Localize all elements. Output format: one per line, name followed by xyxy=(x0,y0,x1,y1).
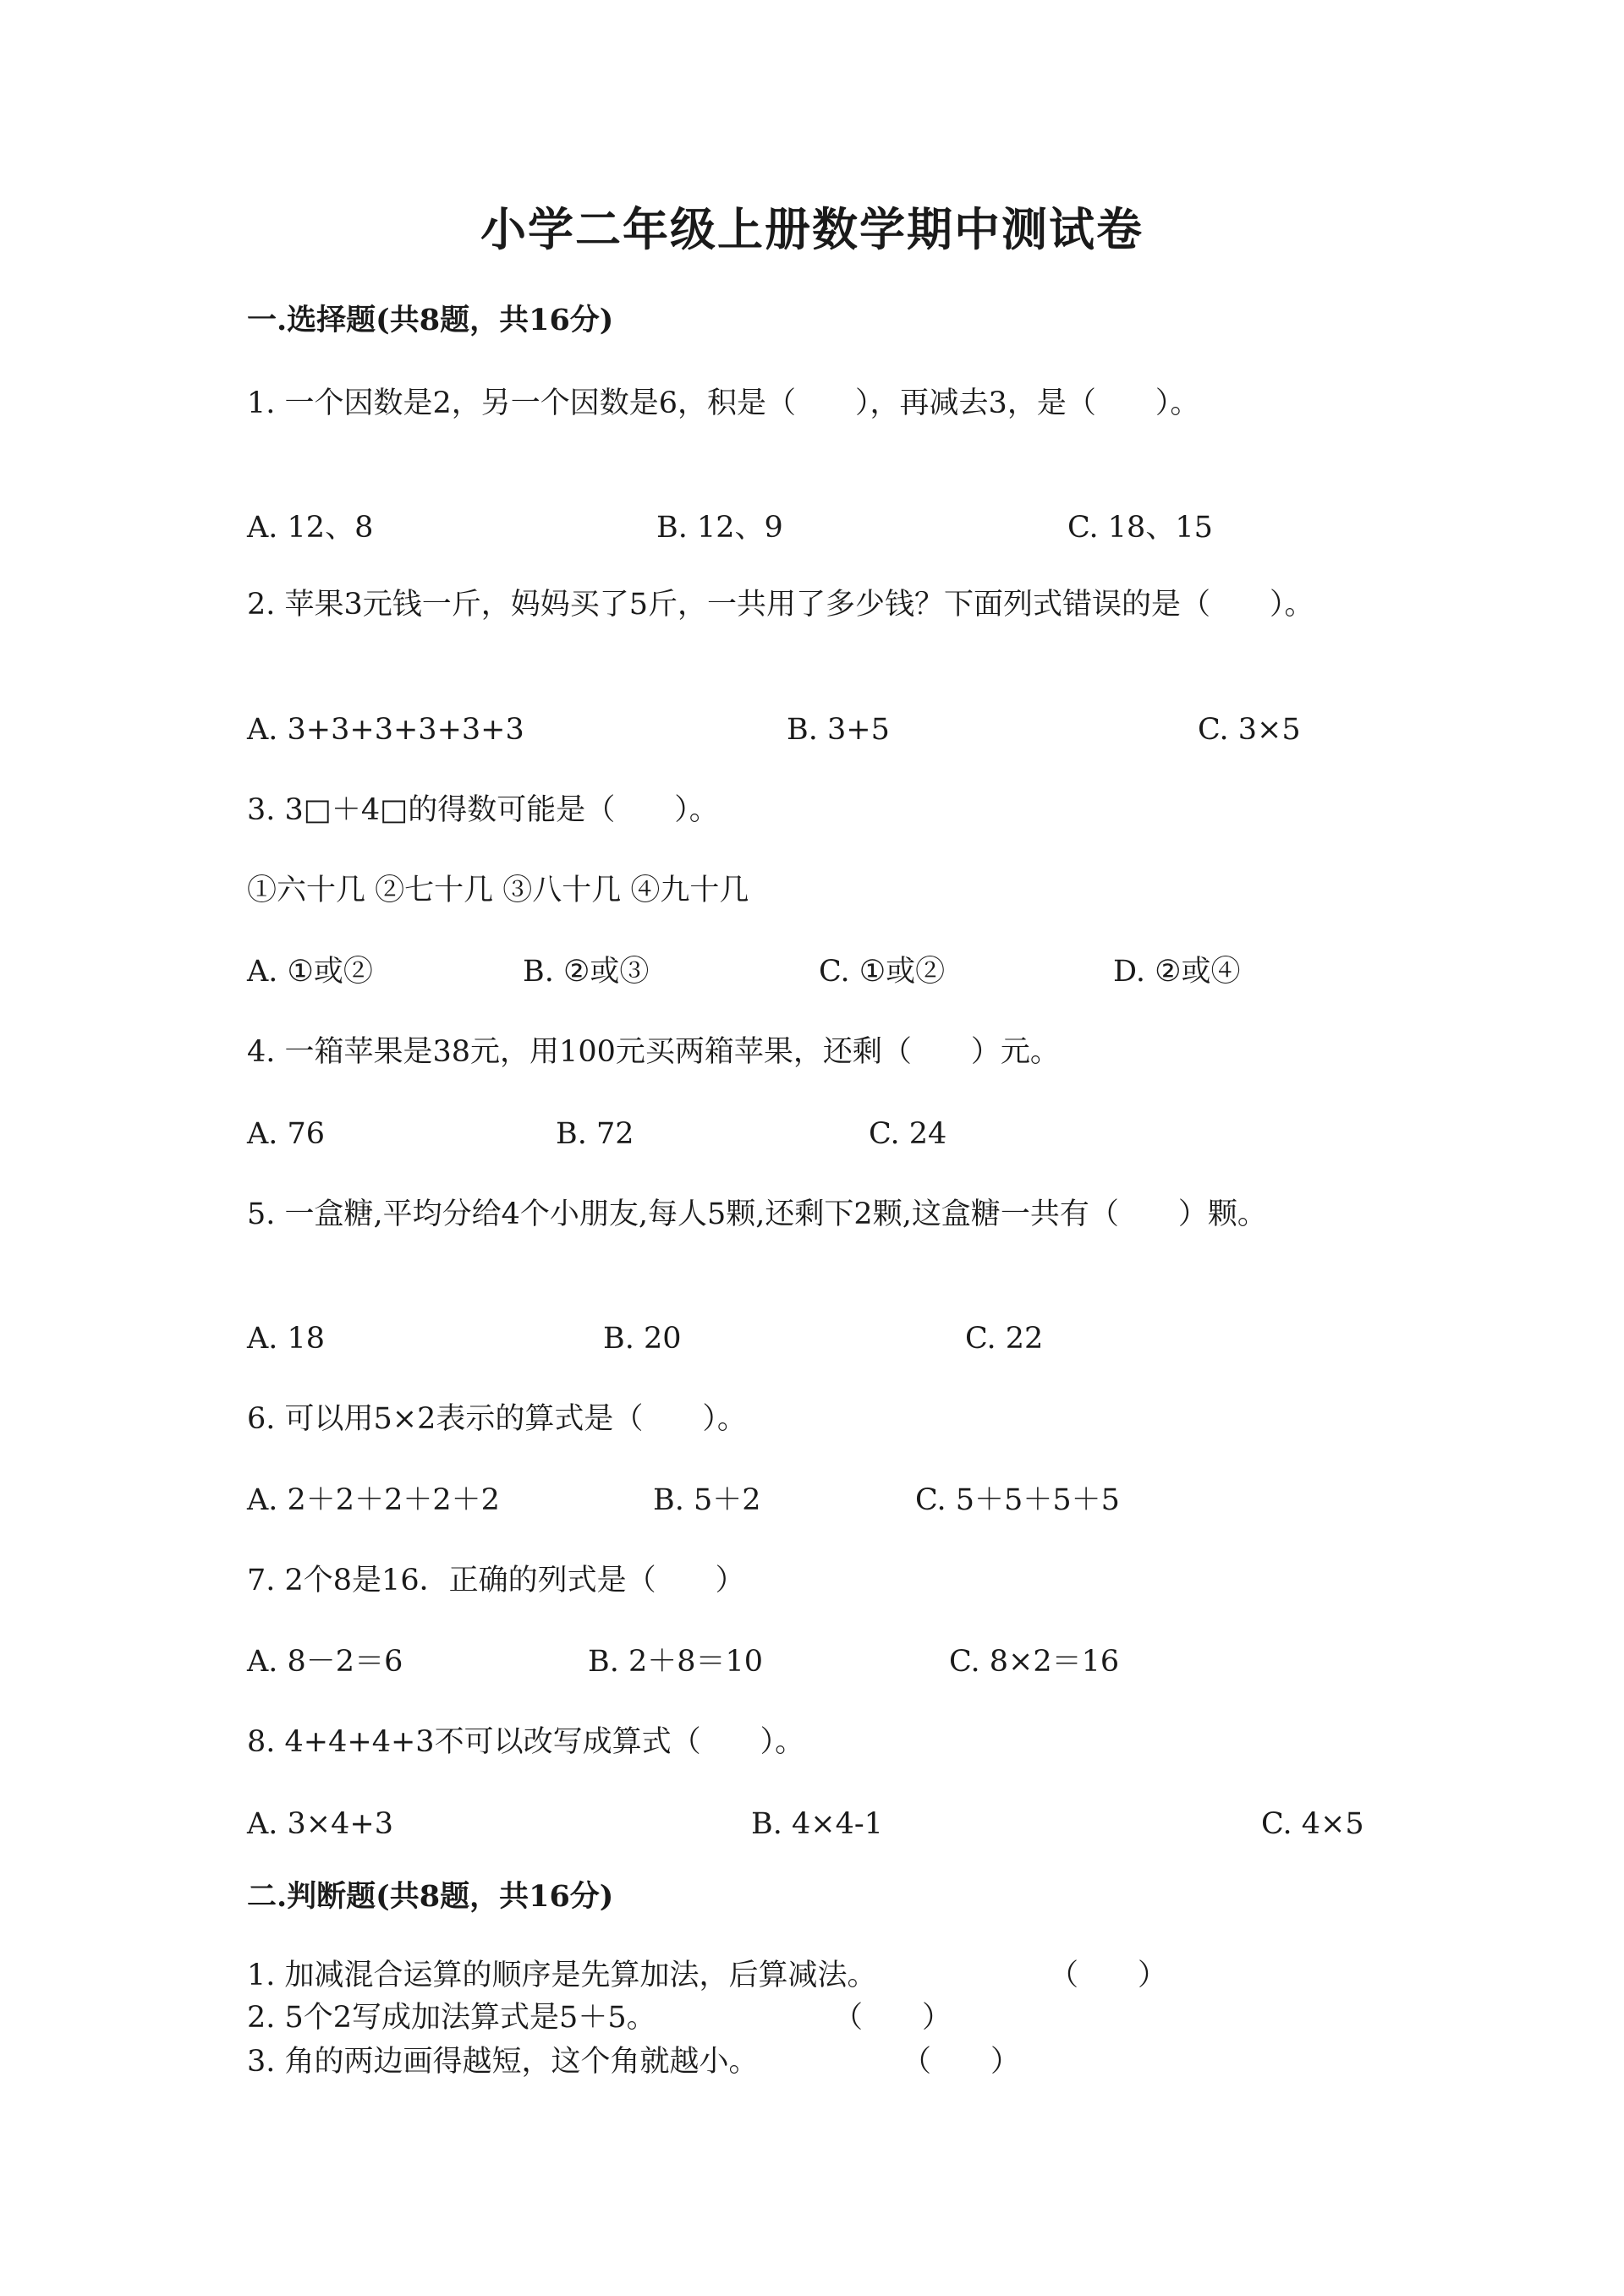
question-3: 3. 3□＋4□的得数可能是（ ）。 xyxy=(247,793,719,827)
q8-option-a: A. 3×4+3 xyxy=(247,1807,393,1841)
judgment-item-2: 2. 5个2写成加法算式是5＋5。 xyxy=(247,2001,656,2035)
judgment-answer-blank-2: （ ） xyxy=(833,2001,952,2035)
question-1: 1. 一个因数是2，另一个因数是6，积是（ ），再减去3，是（ ）。 xyxy=(247,386,1200,420)
judgment-item-3: 3. 角的两边画得越短，这个角就越小。 xyxy=(247,2045,759,2079)
q3-option-c: C. ①或② xyxy=(819,955,946,989)
judgment-answer-blank-3: （ ） xyxy=(902,2045,1021,2079)
q4-option-b: B. 72 xyxy=(556,1117,634,1151)
q3-option-a: A. ①或② xyxy=(247,955,373,989)
judgment-item-1: 1. 加减混合运算的顺序是先算加法，后算减法。 xyxy=(247,1959,877,1992)
q7-option-b: B. 2＋8＝10 xyxy=(588,1645,764,1679)
section-heading-choice: 一.选择题(共8题，共16分) xyxy=(247,303,614,337)
question-6: 6. 可以用5×2表示的算式是（ ）。 xyxy=(247,1402,747,1436)
page-title: 小学二年级上册数学期中测试卷 xyxy=(480,202,1144,256)
q2-option-c: C. 3×5 xyxy=(1198,713,1301,747)
question-7: 7. 2个8是16．正确的列式是（ ） xyxy=(247,1564,745,1597)
q1-option-c: C. 18、15 xyxy=(1067,511,1213,545)
q8-option-c: C. 4×5 xyxy=(1261,1807,1364,1841)
q5-option-a: A. 18 xyxy=(247,1322,326,1356)
q3-option-d: D. ②或④ xyxy=(1113,955,1241,989)
q7-option-a: A. 8－2＝6 xyxy=(247,1645,403,1679)
section-heading-judgment: 二.判断题(共8题，共16分) xyxy=(247,1879,614,1914)
question-3-choices: ①六十几 ②七十几 ③八十几 ④九十几 xyxy=(247,874,749,907)
q6-option-a: A. 2＋2＋2＋2＋2 xyxy=(247,1483,500,1517)
q5-option-c: C. 22 xyxy=(965,1322,1044,1356)
q6-option-c: C. 5＋5＋5＋5 xyxy=(915,1483,1120,1517)
question-5: 5. 一盒糖,平均分给4个小朋友,每人5颗,还剩下2颗,这盒糖一共有（ ）颗。 xyxy=(247,1197,1267,1231)
question-8: 8. 4+4+4+3不可以改写成算式（ ）。 xyxy=(247,1725,805,1759)
question-4: 4. 一箱苹果是38元，用100元买两箱苹果，还剩（ ）元。 xyxy=(247,1035,1060,1069)
q2-option-b: B. 3+5 xyxy=(787,713,890,747)
q1-option-b: B. 12、9 xyxy=(656,511,783,545)
question-2: 2. 苹果3元钱一斤，妈妈买了5斤，一共用了多少钱？下面列式错误的是（ ）。 xyxy=(247,588,1314,622)
q8-option-b: B. 4×4-1 xyxy=(751,1807,883,1841)
q1-option-a: A. 12、8 xyxy=(247,511,374,545)
q4-option-a: A. 76 xyxy=(247,1117,326,1151)
q4-option-c: C. 24 xyxy=(869,1117,947,1151)
q5-option-b: B. 20 xyxy=(603,1322,682,1356)
q6-option-b: B. 5＋2 xyxy=(653,1483,761,1517)
q7-option-c: C. 8×2＝16 xyxy=(949,1645,1120,1679)
q3-option-b: B. ②或③ xyxy=(523,955,650,989)
q2-option-a: A. 3+3+3+3+3+3 xyxy=(247,713,524,747)
judgment-answer-blank-1: （ ） xyxy=(1049,1959,1168,1992)
